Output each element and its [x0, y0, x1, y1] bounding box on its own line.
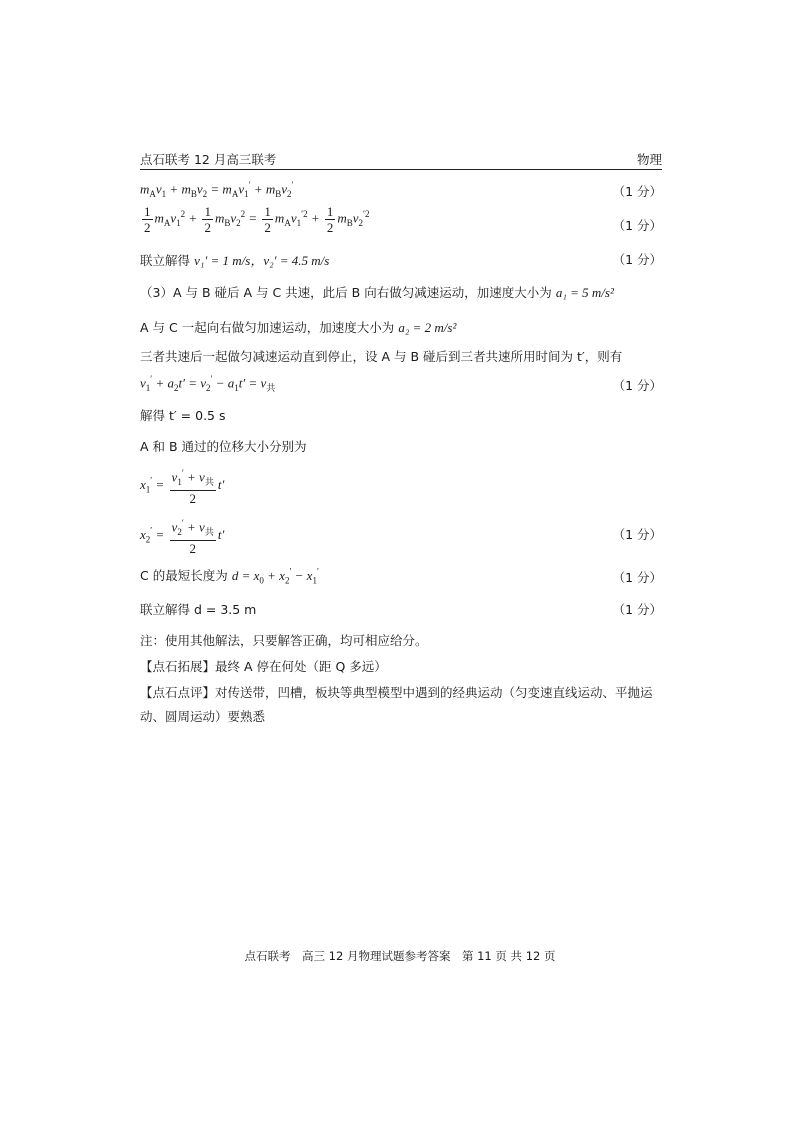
solve-length: 联立解得 d = 3.5 m: [140, 602, 257, 617]
extension-label: 【点石拓展】: [140, 659, 216, 674]
score-6: （1 分）: [612, 570, 662, 585]
accel-a1: a₁ = 5 m/s²: [555, 285, 614, 300]
header-subject: 物理: [636, 152, 662, 167]
header-exam-name: 点石联考 12 月高三联考: [140, 152, 277, 167]
equation-energy: $\frac{1}{2}$ $m_Av_1^2$ + $\frac{1}{2}$ $m_Bv_2^2$ = $\frac{1}{2}$ $m_Av_1^{'2}$ + $\frac{1}{2}$ $m_Bv_2^{'2}$: [144, 204, 370, 235]
page-footer: 点石联考 高三 12 月物理试题参考答案 第 11 页 共 12 页: [244, 949, 556, 963]
part3-text: （3）A 与 B 碰后 A 与 C 共速，此后 B 向右做匀减速运动，加速度大小为: [140, 285, 552, 300]
min-length-c: C 的最短长度为 $d = x_0 + x_2' - x_1'$: [140, 566, 319, 586]
equation-x2: $x_2'$ = $\frac{v_2' + v_共}{2}$ t′: [140, 518, 225, 556]
extension-text: 最终 A 停在何处（距 Q 多远）: [215, 659, 387, 674]
solve-velocities: [140, 250, 329, 269]
ac-text: A 与 C 一起向右做匀加速运动，加速度大小为: [140, 320, 395, 335]
ac-acceleration: [140, 318, 456, 336]
header-rule: [140, 169, 662, 170]
equation-momentum: $m_Av_1 + m_Bv_2 = m_Av_1' + m_Bv_2'$: [140, 180, 294, 199]
score-2: （1 分）: [612, 218, 662, 233]
solve-time: 解得 t′ = 0.5 s: [140, 408, 226, 423]
score-4: （1 分）: [612, 378, 662, 393]
score-5: （1 分）: [612, 527, 662, 542]
extension: [140, 657, 387, 675]
common-speed-text: 三者共速后一起做匀减速运动直到停止，设 A 与 B 碰后到三者共速所用时间为 t′，则有: [140, 349, 623, 364]
note-text: 注：使用其他解法，只要解答正确，均可相应给分。: [140, 633, 428, 648]
comment-text-1: 对传送带，凹槽，板块等典型模型中遇到的经典运动（匀变速直线运动、平抛运: [215, 685, 653, 700]
part3-intro: [140, 283, 614, 301]
comment: [140, 683, 653, 701]
equation-x1: $x_1'$ = $\frac{v_1' + v_共}{2}$ t′: [140, 468, 225, 506]
score-3: （1 分）: [612, 252, 662, 267]
min-length-text: C 的最短长度为: [140, 568, 228, 583]
velocity-results: v₁′ = 1 m/s，v₂′ = 4.5 m/s: [194, 253, 330, 268]
accel-a2: a₂ = 2 m/s²: [398, 320, 457, 335]
score-7: （1 分）: [612, 602, 662, 617]
displacement-intro: A 和 B 通过的位移大小分别为: [140, 439, 307, 454]
comment-text-2: 动、圆周运动）要熟悉: [140, 709, 266, 724]
equation-common-speed: $v_1' + a_2t' = v_2' - a_1t' = v_共$: [140, 374, 276, 393]
score-1: （1 分）: [612, 184, 662, 199]
solve-label: 联立解得: [140, 253, 191, 268]
comment-label: 【点石点评】: [140, 685, 216, 700]
